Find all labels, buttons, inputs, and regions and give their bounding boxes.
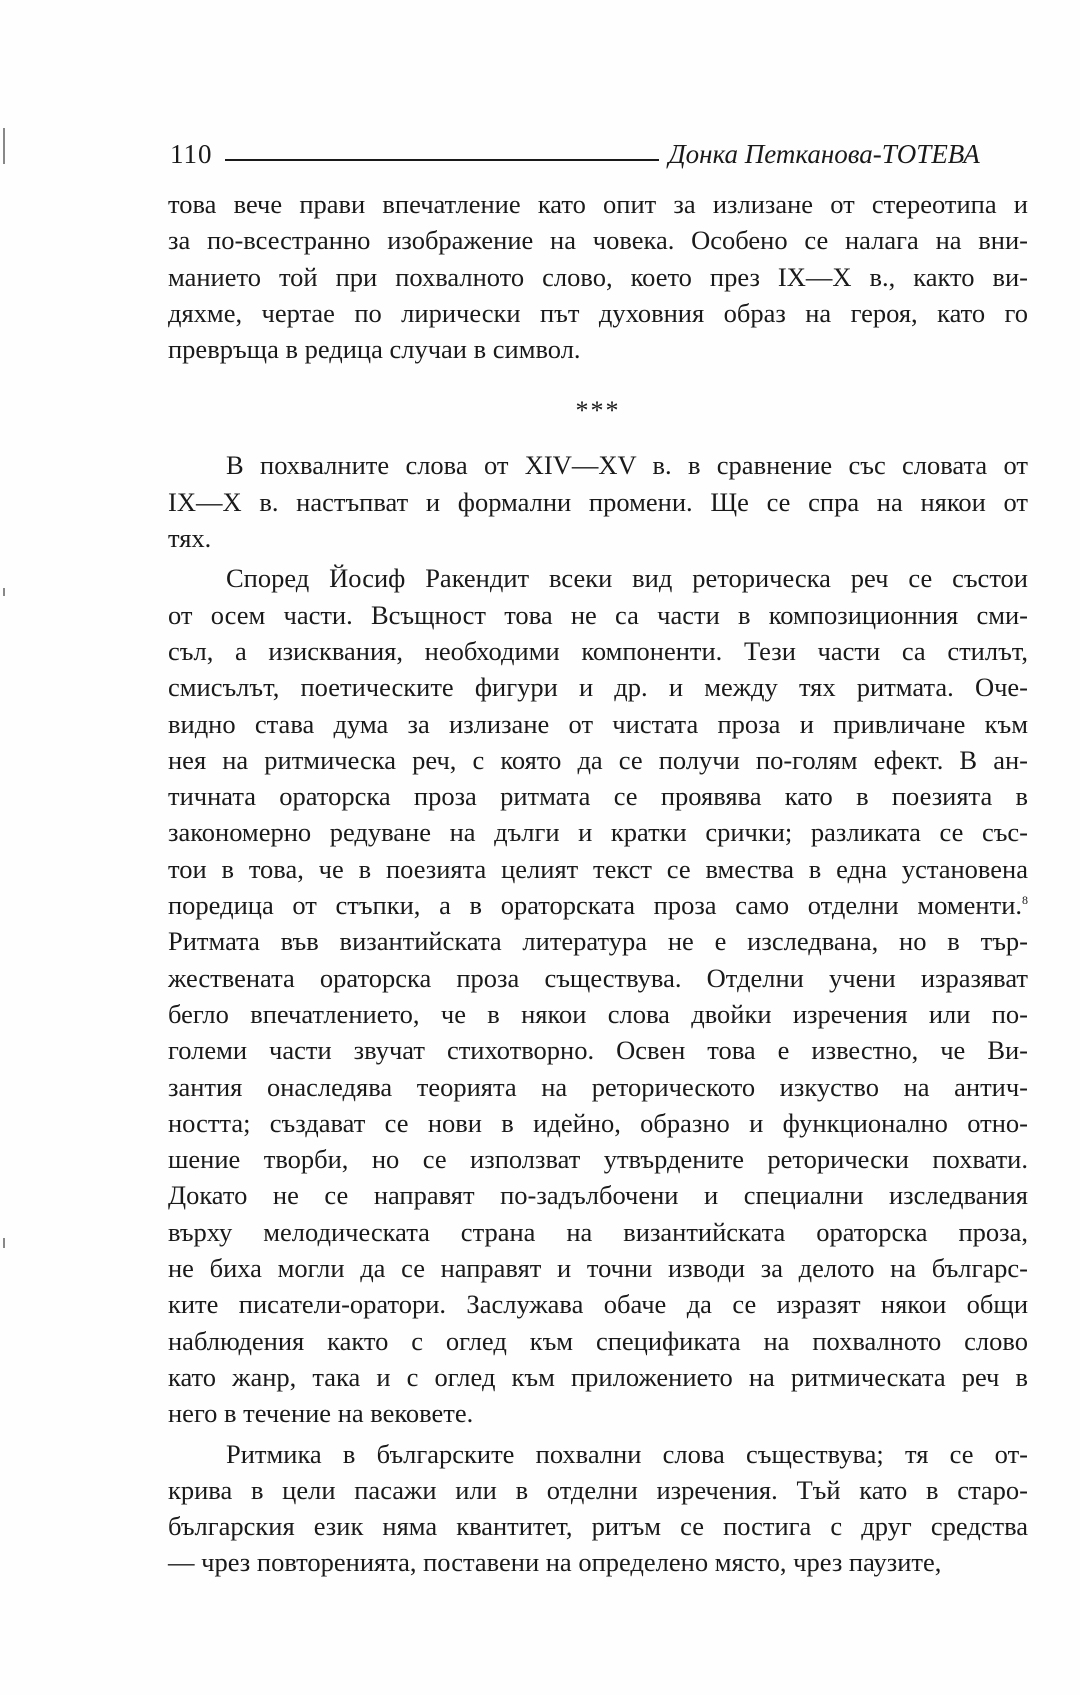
text-line: IX—X в. настъпват и формални промени. Ще се спра на някои от <box>168 486 1028 517</box>
text-line: смисълът, поетическите фигури и др. и между тях ритмата. Оче- <box>168 672 1028 703</box>
scan-edge-mark <box>3 588 5 596</box>
text-line: тичната ораторска проза ритмата се проявява като в поезията в <box>168 781 1028 812</box>
paragraph <box>168 447 1028 556</box>
text-line: — чрез повторенията, поставени на определено място, чрез паузите, <box>168 1547 942 1578</box>
text-line: видно става дума за излизане от чистата проза и привличане към <box>168 708 1028 739</box>
text-line: нея на ритмическа реч, с която да се получи по-голям ефект. В ан- <box>168 744 1028 775</box>
text-line: ността; създават се нови в идейно, образно и функционално отно- <box>168 1107 1028 1138</box>
running-head: Донка Петканова-ТОТЕВА <box>668 139 980 169</box>
text-line: зантия онаследява теорията на реторическото изкуство на антич- <box>168 1071 1028 1102</box>
text-line: закономерно редуване на дълги и кратки срички; разликата се със- <box>168 817 1028 848</box>
text-line: Ритмика в българските похвални слова съществува; тя се от- <box>226 1438 1028 1469</box>
text-line: манието той при похвалното слово, което през IX—X в., както ви- <box>168 261 1028 292</box>
text-line: българския език няма квантитет, ритъм се постига с друг средства <box>168 1511 1028 1542</box>
text-line: ките писатели-оратори. Заслужава обаче да се изразят някои общи <box>168 1289 1028 1320</box>
text-line: като жанр, така и с оглед към приложението на ритмическата реч в <box>168 1361 1028 1392</box>
text-line: тои в това, че в поезията целият текст се вмества в една установена <box>168 853 1028 884</box>
text-line: от осем части. Всъщност това не са части в композиционния сми- <box>168 599 1028 630</box>
text-line: крива в цели пасажи или в отделни изречения. Тъй като в старо- <box>168 1474 1028 1505</box>
text-line: тях. <box>168 523 212 554</box>
text-line: не биха могли да се направят и точни изводи за делото на българс- <box>168 1253 1028 1284</box>
page-header <box>170 128 1034 168</box>
text-line: съл, а изисквания, необходими компоненти. Тези части са стилът, <box>168 635 1028 666</box>
text-line: В похвалните слова от XIV—XV в. в сравнение със словата от <box>226 450 1028 481</box>
text-line: Докато не се направят по-задълбочени и специални изследвания <box>168 1180 1028 1211</box>
text-line: това вече прави впечатление като опит за излизане от стереотипа и <box>168 189 1028 219</box>
section-separator: *** <box>575 396 621 426</box>
text-line: Ритмата във византийската литература не е изследвана, но в тър- <box>168 926 1028 957</box>
header-rule <box>225 159 659 161</box>
text-line: бегло впечатлението, че в някои слова двойки изречения или по- <box>168 998 1028 1029</box>
paragraph <box>168 186 1028 367</box>
text-line: него в течение на вековете. <box>168 1398 474 1429</box>
text-line: върху мелодическата страна на византийската ораторска проза, <box>168 1216 1028 1247</box>
text-line: превръща в редица случаи в символ. <box>168 334 581 365</box>
scan-edge-mark <box>3 1238 5 1248</box>
text-line: поредица от стъпки, а в ораторската проза само отделни моменти.$^8$ <box>168 890 1028 921</box>
body-text <box>168 186 1028 1581</box>
text-line: Според Йосиф Ракендит всеки вид реторическа реч се състои <box>226 563 1028 594</box>
text-line: големи части звучат стихотворно. Освен това е известно, че Ви- <box>168 1035 1028 1066</box>
text-line: шение творби, но се използват утвърдените реторически похвати. <box>168 1144 1028 1175</box>
text-line: дяхме, чертае по лирически път духовния образ на героя, като го <box>168 297 1028 328</box>
paragraph <box>168 1436 1028 1581</box>
page-number: 110 <box>170 139 213 169</box>
footnote-marker: 8 <box>1022 893 1028 908</box>
text-line: жествената ораторска проза съществува. Отделни учени изразяват <box>168 962 1028 993</box>
scan-edge-mark <box>3 128 5 164</box>
paragraph <box>168 560 1028 1431</box>
text-line: за по-всестранно изображение на човека. Особено се налага на вни- <box>168 225 1028 256</box>
text-line: наблюдения както с оглед към спецификата на похвалното слово <box>168 1325 1028 1356</box>
